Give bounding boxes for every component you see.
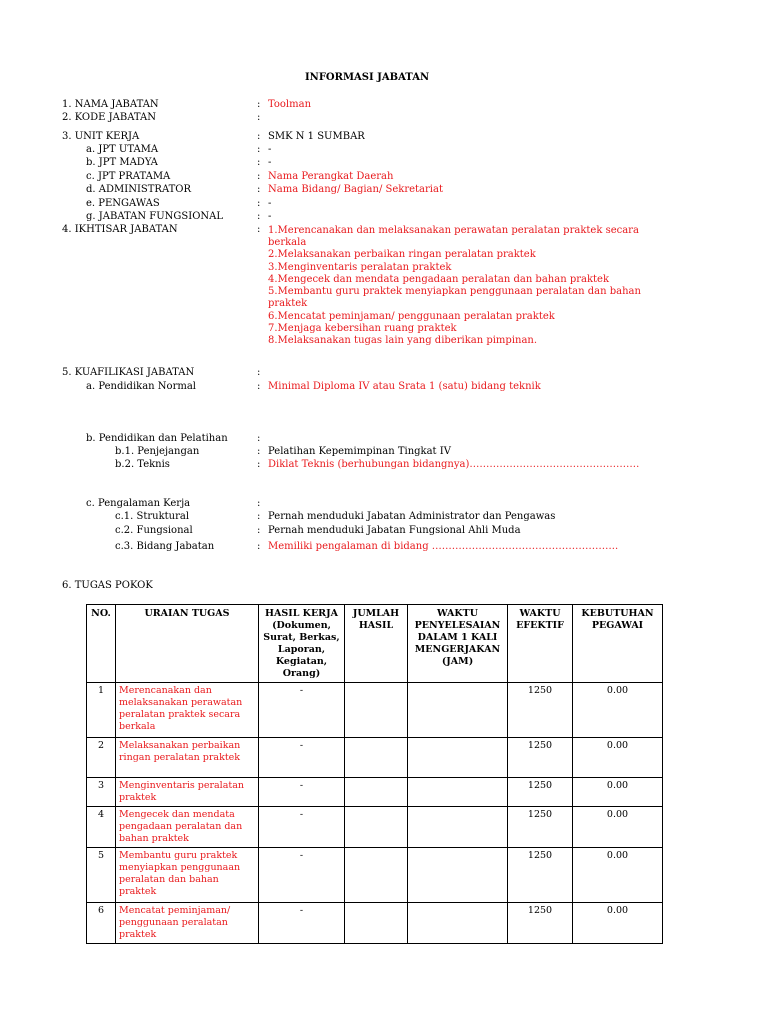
ikhtisar-line: 8.Melaksanakan tugas lain yang diberikan pimpinan. (268, 335, 538, 346)
value-struktural: Pernah menduduki Jabatan Administrator dan Pengawas (268, 511, 556, 522)
label-kualifikasi: 5. KUAFILIKASI JABATAN (62, 367, 195, 378)
label-pengalaman-kerja: c. Pengalaman Kerja (86, 498, 191, 509)
cell-jumlah (345, 903, 408, 944)
value-penjenjangan: Pelatihan Kepemimpinan Tingkat IV (268, 446, 451, 457)
value-pendidikan-normal: Minimal Diploma IV atau Srata 1 (satu) bidang teknik (268, 381, 541, 392)
separator: : (257, 381, 261, 392)
cell-uraian: Membantu guru praktek menyiapkan penggunaan peralatan dan bahan praktek (116, 848, 259, 903)
label-ikhtisar-jabatan: 4. IKHTISAR JABATAN (62, 224, 178, 235)
table-row (87, 807, 663, 848)
label-tugas-pokok: 6. TUGAS POKOK (62, 580, 153, 591)
label-bidang-jabatan: c.3. Bidang Jabatan (115, 541, 215, 552)
separator: : (257, 525, 261, 536)
header-hasil-kerja: HASIL KERJA (Dokumen, Surat, Berkas, Laporan, Kegiatan, Orang) (259, 605, 345, 683)
cell-no: 5 (87, 848, 116, 903)
value-teknis-text: Diklat Teknis (berhubungan bidangnya) (268, 459, 470, 470)
cell-jumlah (345, 738, 408, 778)
cell-kebutuhan: 0.00 (573, 778, 663, 807)
tugas-pokok-table (86, 604, 663, 944)
value-nama-jabatan: Toolman (268, 99, 312, 110)
label-jpt-madya: b. JPT MADYA (86, 157, 158, 168)
separator: : (257, 433, 261, 444)
separator: : (257, 459, 261, 470)
label-administrator: d. ADMINISTRATOR (86, 184, 192, 195)
value-jpt-pratama: Nama Perangkat Daerah (268, 171, 394, 182)
table-row (87, 738, 663, 778)
cell-uraian: Mengecek dan mendata pengadaan peralatan dan bahan praktek (116, 807, 259, 848)
label-pendidikan-normal: a. Pendidikan Normal (86, 381, 196, 392)
cell-waktu (408, 683, 508, 738)
table-row (87, 683, 663, 738)
header-uraian: URAIAN TUGAS (116, 605, 259, 683)
cell-waktu (408, 848, 508, 903)
table-row (87, 903, 663, 944)
separator: : (257, 171, 261, 182)
cell-hasil: - (259, 807, 345, 848)
cell-efektif: 1250 (508, 903, 573, 944)
cell-hasil: - (259, 848, 345, 903)
cell-waktu (408, 778, 508, 807)
cell-kebutuhan: 0.00 (573, 738, 663, 778)
separator: : (257, 144, 261, 155)
cell-jumlah (345, 848, 408, 903)
value-teknis-dots: …………………………………………… (469, 459, 640, 470)
header-kebutuhan-pegawai: KEBUTUHAN PEGAWAI (573, 605, 663, 683)
cell-kebutuhan: 0.00 (573, 807, 663, 848)
separator: : (257, 198, 261, 209)
ikhtisar-line: 1.Merencanakan dan melaksanakan perawatan peralatan praktek secara (268, 225, 639, 236)
cell-no: 4 (87, 807, 116, 848)
label-jpt-utama: a. JPT UTAMA (86, 144, 159, 155)
cell-kebutuhan: 0.00 (573, 848, 663, 903)
label-kode-jabatan: 2. KODE JABATAN (62, 112, 156, 123)
label-unit-kerja: 3. UNIT KERJA (62, 131, 140, 142)
cell-waktu (408, 903, 508, 944)
label-pengawas: e. PENGAWAS (86, 198, 160, 209)
cell-jumlah (345, 683, 408, 738)
cell-no: 1 (87, 683, 116, 738)
header-jumlah-hasil: JUMLAH HASIL (345, 605, 408, 683)
cell-hasil: - (259, 903, 345, 944)
table-row (87, 848, 663, 903)
cell-no: 6 (87, 903, 116, 944)
cell-no: 3 (87, 778, 116, 807)
value-bidang-text: Memiliki pengalaman di bidang (268, 541, 429, 552)
value-administrator: Nama Bidang/ Bagian/ Sekretariat (268, 184, 443, 195)
separator: : (257, 131, 261, 142)
value-teknis (268, 458, 639, 471)
separator: : (257, 541, 261, 552)
separator: : (257, 367, 261, 378)
label-teknis: b.2. Teknis (115, 459, 170, 470)
value-unit-kerja: SMK N 1 SUMBAR (268, 131, 365, 142)
value-bidang-jabatan (268, 540, 618, 553)
ikhtisar-line: 3.Menginventaris peralatan praktek (268, 262, 452, 273)
ikhtisar-line: praktek (268, 298, 308, 309)
cell-hasil: - (259, 683, 345, 738)
cell-jumlah (345, 807, 408, 848)
value-bidang-dots: ……………………………………………….. (431, 541, 619, 552)
cell-uraian: Menginventaris peralatan praktek (116, 778, 259, 807)
label-struktural: c.1. Struktural (115, 511, 190, 522)
separator: : (257, 511, 261, 522)
value-jabatan-fungsional: - (268, 211, 272, 222)
cell-uraian: Melaksanakan perbaikan ringan peralatan praktek (116, 738, 259, 778)
cell-kebutuhan: 0.00 (573, 903, 663, 944)
ikhtisar-line: 2.Melaksanakan perbaikan ringan peralatan praktek (268, 249, 536, 260)
label-jabatan-fungsional: g. JABATAN FUNGSIONAL (86, 211, 224, 222)
cell-no: 2 (87, 738, 116, 778)
separator: : (257, 157, 261, 168)
cell-waktu (408, 807, 508, 848)
ikhtisar-line: 4.Mengecek dan mendata pengadaan peralatan dan bahan praktek (268, 274, 610, 285)
separator: : (257, 112, 261, 123)
separator: : (257, 184, 261, 195)
header-waktu-penyelesaian: WAKTU PENYELESAIAN DALAM 1 KALI MENGERJAKAN (JAM) (408, 605, 508, 683)
cell-hasil: - (259, 778, 345, 807)
cell-uraian: Merencanakan dan melaksanakan perawatan peralatan praktek secara berkala (116, 683, 259, 738)
cell-efektif: 1250 (508, 848, 573, 903)
header-no: NO. (87, 605, 116, 683)
separator: : (257, 446, 261, 457)
cell-waktu (408, 738, 508, 778)
value-jpt-madya: - (268, 157, 272, 168)
page-title: INFORMASI JABATAN (305, 72, 430, 83)
ikhtisar-line: berkala (268, 237, 307, 248)
value-fungsional: Pernah menduduki Jabatan Fungsional Ahli Muda (268, 525, 521, 536)
cell-hasil: - (259, 738, 345, 778)
label-jpt-pratama: c. JPT PRATAMA (86, 171, 171, 182)
label-pendidikan-pelatihan: b. Pendidikan dan Pelatihan (86, 433, 228, 444)
header-waktu-efektif: WAKTU EFEKTIF (508, 605, 573, 683)
label-penjenjangan: b.1. Penjejangan (115, 446, 200, 457)
cell-efektif: 1250 (508, 683, 573, 738)
cell-efektif: 1250 (508, 738, 573, 778)
label-fungsional: c.2. Fungsional (115, 525, 193, 536)
table-row (87, 778, 663, 807)
ikhtisar-line: 5.Membantu guru praktek menyiapkan penggunaan peralatan dan bahan (268, 286, 641, 297)
separator: : (257, 99, 261, 110)
cell-kebutuhan: 0.00 (573, 683, 663, 738)
ikhtisar-line: 7.Menjaga kebersihan ruang praktek (268, 323, 457, 334)
separator: : (257, 498, 261, 509)
label-nama-jabatan: 1. NAMA JABATAN (62, 99, 159, 110)
separator: : (257, 211, 261, 222)
cell-efektif: 1250 (508, 778, 573, 807)
value-pengawas: - (268, 198, 272, 209)
cell-jumlah (345, 778, 408, 807)
cell-uraian: Mencatat peminjaman/ penggunaan peralatan praktek (116, 903, 259, 944)
ikhtisar-line: 6.Mencatat peminjaman/ penggunaan peralatan praktek (268, 311, 555, 322)
separator: : (257, 224, 261, 235)
cell-efektif: 1250 (508, 807, 573, 848)
value-jpt-utama: - (268, 144, 272, 155)
